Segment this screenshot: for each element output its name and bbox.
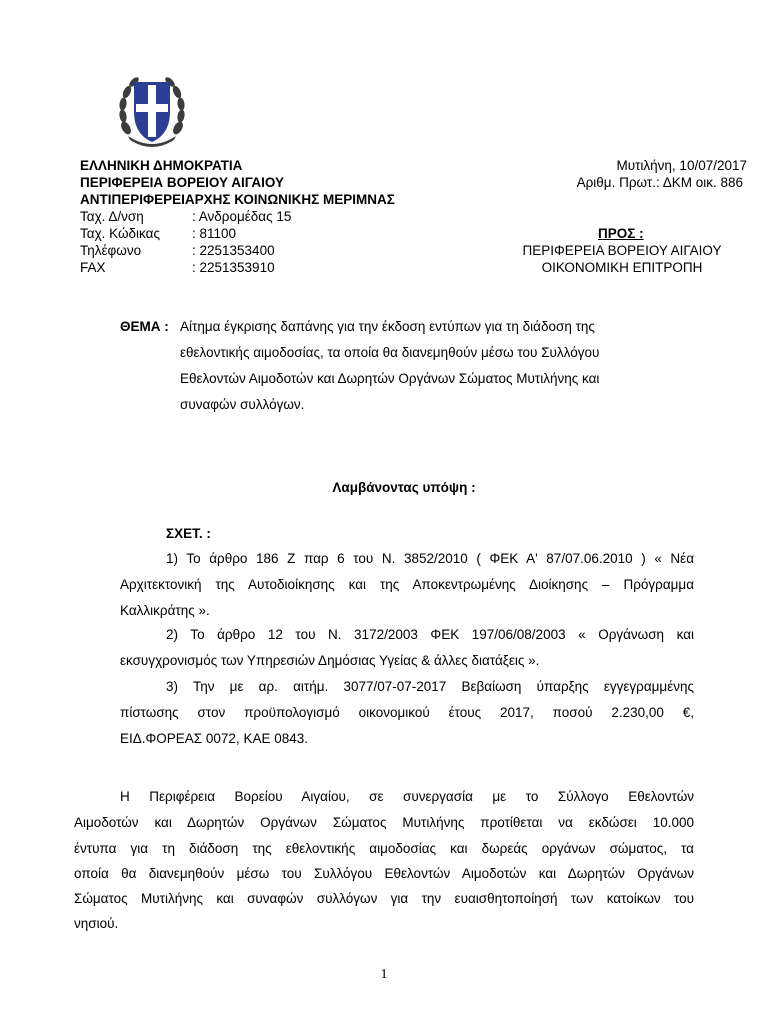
- subject-line: Εθελοντών Αιμοδοτών και Δωρητών Οργάνων Σώματος Μυτιλήνης και: [180, 371, 600, 386]
- paragraph-line: έντυπα για τη διάδοση της εθελοντικής αιμοδοσίας και δωρεάς οργάνων σώματος, τα: [74, 841, 694, 856]
- recipient-label: ΠΡΟΣ :: [598, 226, 644, 241]
- paragraph-line: Η Περιφέρεια Βορείου Αιγαίου, σε συνεργασία με το Σύλλογο Εθελοντών: [120, 789, 694, 804]
- header-line-republic: ΕΛΛΗΝΙΚΗ ΔΗΜΟΚΡΑΤΙΑ: [80, 158, 243, 173]
- recipient-line-committee: ΟΙΚΟΝΟΜΙΚΗ ΕΠΙΤΡΟΠΗ: [541, 260, 703, 275]
- header-line-region: ΠΕΡΙΦΕΡΕΙΑ ΒΟΡΕΙΟΥ ΑΙΓΑΙΟΥ: [80, 175, 285, 190]
- contact-fax-value: : 2251353910: [192, 260, 275, 275]
- reference-item-3-line: 3) Την με αρ. αιτήμ. 3077/07-07-2017 Βεβαίωση ύπαρξης εγγεγραμμένης: [166, 679, 694, 694]
- reference-item-2-line: εκσυγχρονισμός των Υπηρεσιών Δημόσιας Υγείας & άλλες διατάξεις ».: [120, 653, 540, 668]
- contact-phone-label: Τηλέφωνο: [80, 243, 142, 258]
- reference-item-3-line: πίστωσης στον προϋπολογισμό οικονομικού έτους 2017, ποσού 2.230,00 €,: [120, 705, 694, 720]
- paragraph-line: νησιού.: [74, 916, 119, 931]
- reference-item-2-line: 2) Το άρθρο 12 του Ν. 3172/2003 ΦΕΚ 197/06/08/2003 « Οργάνωση και: [166, 627, 694, 642]
- reference-item-1-line: 1) Το άρθρο 186 Ζ παρ 6 του Ν. 3852/2010 ( ΦΕΚ Α' 87/07.06.2010 ) « Νέα: [166, 551, 694, 566]
- page-number: 1: [380, 967, 388, 982]
- contact-fax-label: FAX: [80, 260, 106, 275]
- subject-line: συναφών συλλόγων.: [180, 397, 305, 412]
- contact-address-value: : Ανδρομέδας 15: [192, 209, 292, 224]
- recipient-line-region: ΠΕΡΙΦΕΡΕΙΑ ΒΟΡΕΙΟΥ ΑΙΓΑΙΟΥ: [522, 243, 722, 258]
- reference-item-1-line: Καλλικράτης ».: [120, 603, 210, 618]
- coat-of-arms-emblem: [118, 72, 186, 152]
- considering-heading: Λαμβάνοντας υπόψη :: [332, 480, 476, 495]
- subject-line: εθελοντικής αιμοδοσίας, τα οποία θα διανεμηθούν μέσω του Συλλόγου: [180, 345, 600, 360]
- reference-item-1-line: Αρχιτεκτονική της Αυτοδιοίκησης και της Αποκεντρωμένης Διοίκησης – Πρόγραμμα: [120, 577, 694, 592]
- subject-label: ΘΕΜΑ :: [120, 319, 169, 334]
- reference-item-3-line: ΕΙΔ.ΦΟΡΕΑΣ 0072, ΚΑΕ 0843.: [120, 731, 308, 746]
- document-date: Μυτιλήνη, 10/07/2017: [616, 158, 747, 173]
- subject-line: Αίτημα έγκρισης δαπάνης για την έκδοση εντύπων για τη διάδοση της: [180, 319, 595, 334]
- contact-postcode-label: Ταχ. Κώδικας: [80, 226, 160, 241]
- paragraph-line: Αιμοδοτών και Δωρητών Οργάνων Σώματος Μυτιλήνης προτίθεται να εκδώσει 10.000: [74, 815, 694, 830]
- paragraph-line: Σώματος Μυτιλήνης και συναφών συλλόγων για την ευαισθητοποίησή των κατοίκων του: [74, 891, 694, 906]
- paragraph-line: οποία θα διανεμηθούν μέσω του Συλλόγου Εθελοντών Αιμοδοτών και Δωρητών Οργάνων: [74, 866, 694, 881]
- references-label: ΣΧΕΤ. :: [166, 526, 211, 541]
- header-line-deputy: ΑΝΤΙΠΕΡΙΦΕΡΕΙΑΡΧΗΣ ΚΟΙΝΩΝΙΚΗΣ ΜΕΡΙΜΝΑΣ: [80, 192, 395, 207]
- contact-postcode-value: : 81100: [192, 226, 237, 241]
- protocol-number: Αριθμ. Πρωτ.: ΔΚΜ οικ. 886: [576, 175, 743, 190]
- contact-address-label: Ταχ. Δ/νση: [80, 209, 144, 224]
- contact-phone-value: : 2251353400: [192, 243, 275, 258]
